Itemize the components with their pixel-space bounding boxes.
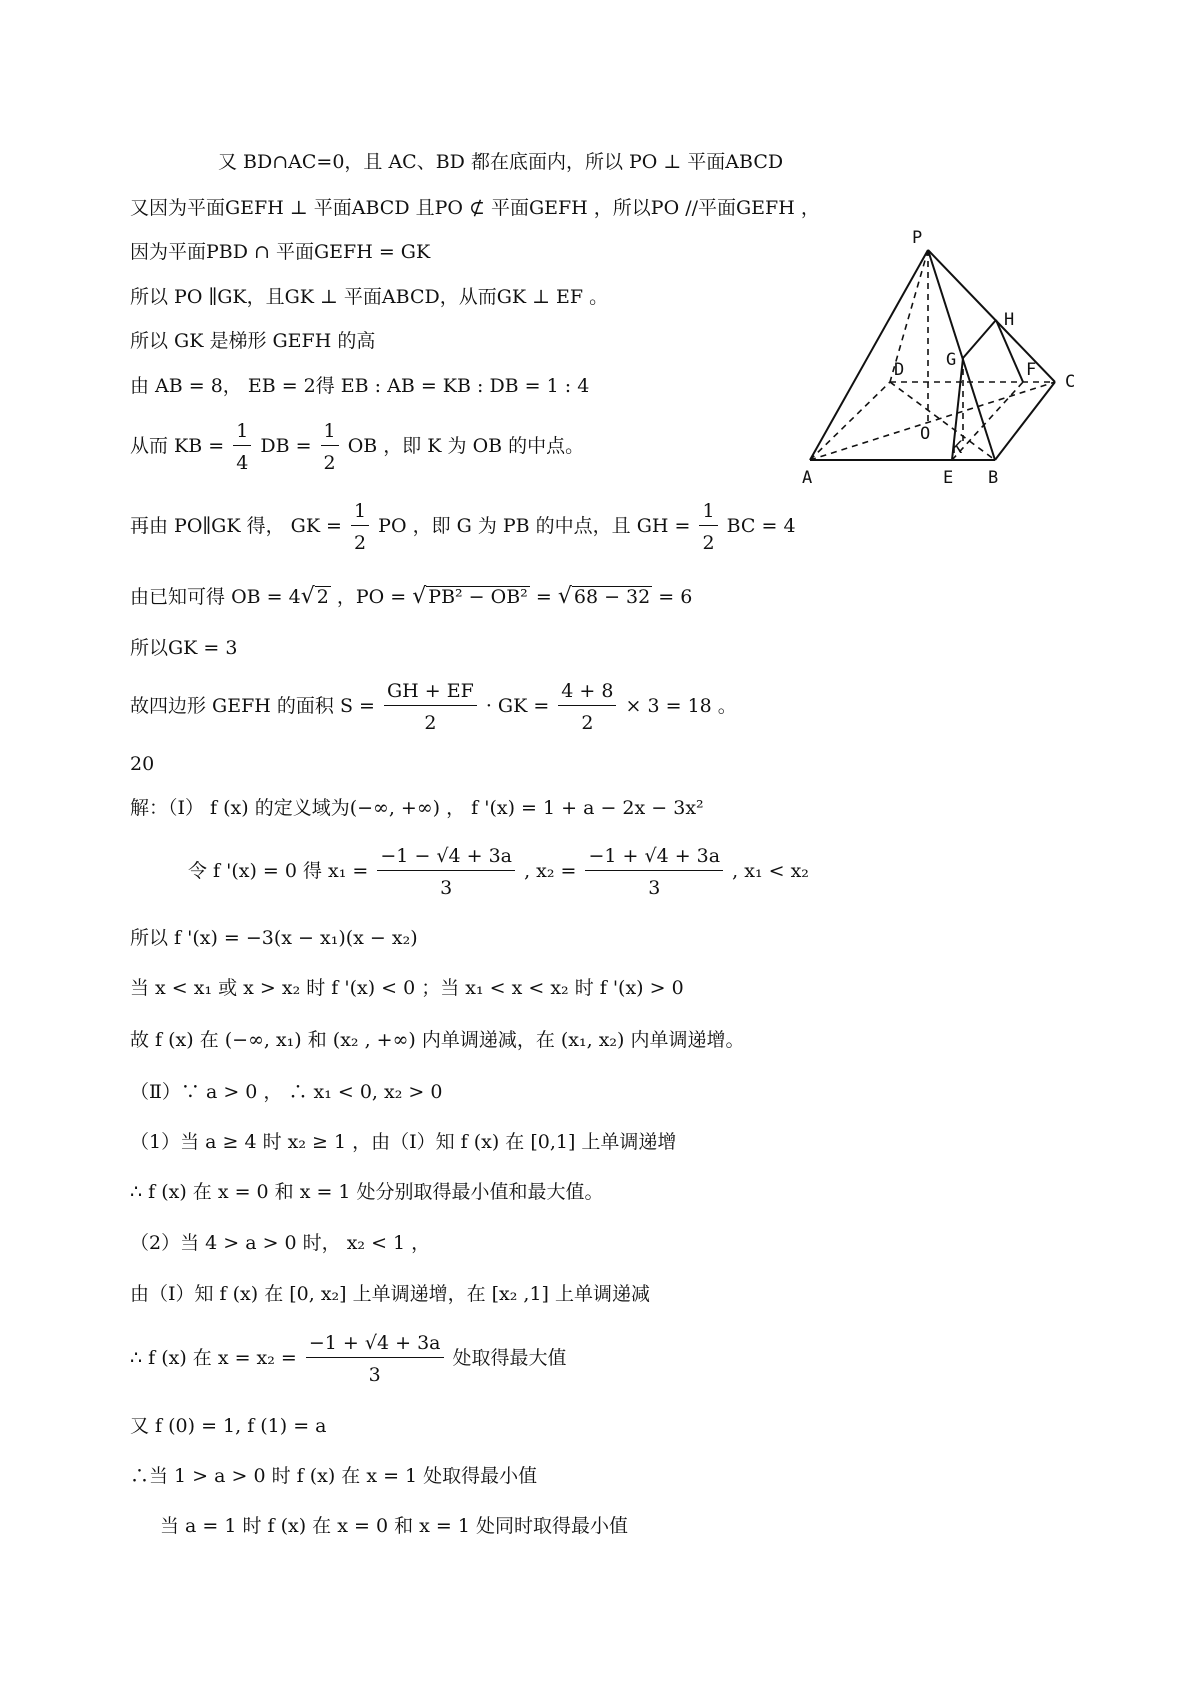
- fraction-half: [699, 500, 717, 554]
- line-11-s: S =: [339, 695, 375, 717]
- line-26: 当 a = 1 时 f (x) 在 x = 0 和 x = 1 处同时取得最小值: [160, 1515, 628, 1537]
- line-11-prefix: 故四边形 GEFH 的面积: [130, 695, 334, 717]
- fraction-num: 1: [321, 420, 339, 446]
- fraction-half: [321, 420, 339, 474]
- label-F: F: [1026, 360, 1037, 380]
- fraction-x2-value: [306, 1332, 444, 1386]
- line-7-mid: DB =: [260, 435, 312, 457]
- line-14: [188, 845, 809, 899]
- edge-BC: [995, 382, 1055, 460]
- edge-PB: [928, 250, 995, 460]
- line-8-suffix: BC = 4: [726, 515, 796, 537]
- segment-GH: [963, 320, 996, 358]
- fraction-num: −1 + √4 + 3a: [306, 1332, 444, 1358]
- line-13: 解：（Ⅰ） f (x) 的定义域为(−∞, +∞) ， f '(x) = 1 + a − 2x − 3x²: [130, 797, 704, 819]
- line-5: 所以 GK 是梯形 GEFH 的高: [130, 330, 376, 352]
- label-B: B: [988, 468, 999, 488]
- line-9-po: ，PO =: [336, 586, 407, 608]
- fraction-den: 2: [702, 532, 715, 554]
- line-15: 所以 f '(x) = −3(x − x₁)(x − x₂): [130, 927, 418, 949]
- line-23-suffix: 处取得最大值: [452, 1347, 567, 1369]
- line-25: ∴当 1 > a > 0 时 f (x) 在 x = 1 处取得最小值: [130, 1465, 538, 1487]
- line-8-mid: PO ，即 G 为 PB 的中点，且: [378, 515, 631, 537]
- problem-number: 20: [130, 753, 155, 775]
- label-P: P: [912, 228, 923, 248]
- radical-sign: √: [557, 584, 572, 609]
- line-8-prefix: 再由 PO∥GK 得，: [130, 515, 285, 537]
- radical-sign: √: [300, 584, 315, 609]
- line-3: 因为平面PBD ∩ 平面GEFH = GK: [130, 241, 431, 263]
- line-7-prefix: 从而 KB =: [130, 435, 225, 457]
- line-9: [130, 585, 692, 609]
- line-11-suffix: × 3 = 18 。: [625, 695, 737, 717]
- label-K: K: [952, 438, 963, 458]
- line-6: 由 AB = 8， EB = 2得 EB : AB = KB : DB = 1 : 4: [130, 375, 590, 397]
- line-10: 所以GK = 3: [130, 637, 238, 659]
- edge-PA: [810, 250, 931, 460]
- line-22: 由（Ⅰ）知 f (x) 在 [0, x₂] 上单调递增，在 [x₂ ,1] 上单调递减: [130, 1283, 651, 1305]
- fraction-half: [351, 500, 369, 554]
- line-20: ∴ f (x) 在 x = 0 和 x = 1 处分别取得最小值和最大值。: [130, 1181, 604, 1203]
- fraction-num: 1: [699, 500, 717, 526]
- label-H: H: [1004, 310, 1015, 330]
- radicand: 2: [316, 586, 329, 608]
- line-14-mid: , x₂ =: [524, 860, 577, 882]
- fraction-num: 4 + 8: [558, 680, 616, 706]
- fraction-den: 3: [440, 877, 453, 899]
- label-E: E: [943, 468, 954, 488]
- line-11: [130, 680, 737, 734]
- radicand: PB² − OB²: [428, 586, 528, 608]
- fraction-den: 4: [236, 452, 249, 474]
- fraction-den: 2: [323, 452, 336, 474]
- line-14-prefix: 令 f '(x) = 0 得 x₁ =: [188, 860, 369, 882]
- line-23-prefix: ∴ f (x) 在 x = x₂ =: [130, 1347, 297, 1369]
- fraction-x2: [585, 845, 723, 899]
- line-14-suffix: , x₁ < x₂: [732, 860, 809, 882]
- line-8-gk: GK =: [290, 515, 342, 537]
- diagonal-DB-hidden: [890, 382, 995, 460]
- line-23: [130, 1332, 567, 1386]
- label-G: G: [946, 350, 957, 370]
- line-9-eq: =: [535, 586, 552, 608]
- line-17: 故 f (x) 在 (−∞, x₁) 和 (x₂ , +∞) 内单调递减，在 (x₁, x₂) 内单调递增。: [130, 1029, 745, 1051]
- line-8-gh: GH =: [636, 515, 691, 537]
- fraction-num: −1 − √4 + 3a: [377, 845, 515, 871]
- line-7: [130, 420, 584, 474]
- line-8: [130, 500, 796, 554]
- line-21: （2）当 4 > a > 0 时， x₂ < 1 ，: [130, 1232, 431, 1254]
- label-C: C: [1065, 372, 1076, 392]
- fraction-num: GH + EF: [384, 680, 477, 706]
- line-2: 又因为平面GEFH ⊥ 平面ABCD 且PO ⊄ 平面GEFH ，所以PO //平面GEFH ，: [130, 197, 820, 219]
- line-9-ob: OB = 4: [231, 586, 301, 608]
- line-16: 当 x < x₁ 或 x > x₂ 时 f '(x) < 0 ；当 x₁ < x < x₂ 时 f '(x) > 0: [130, 977, 684, 999]
- line-7-suffix: OB ，即 K 为 OB 的中点。: [347, 435, 585, 457]
- radicand: 68 − 32: [573, 586, 651, 608]
- fraction-num: −1 + √4 + 3a: [585, 845, 723, 871]
- line-19: （1）当 a ≥ 4 时 x₂ ≥ 1 ，由（Ⅰ）知 f (x) 在 [0,1] 上单调递增: [130, 1131, 677, 1153]
- fraction-den: 3: [368, 1364, 381, 1386]
- label-A: A: [802, 468, 813, 488]
- line-11-mid: · GK =: [485, 695, 550, 717]
- line-4: 所以 PO ∥GK，且GK ⊥ 平面ABCD，从而GK ⊥ EF 。: [130, 286, 609, 308]
- fraction-x1: [377, 845, 515, 899]
- line-24: 又 f (0) = 1, f (1) = a: [130, 1415, 327, 1437]
- line-9-suffix: = 6: [658, 586, 693, 608]
- fraction-den: 3: [648, 877, 661, 899]
- label-O: O: [920, 424, 931, 444]
- fraction-num: 1: [351, 500, 369, 526]
- fraction-num: 1: [233, 420, 251, 446]
- fraction-area: [384, 680, 477, 734]
- fraction-den: 2: [354, 532, 367, 554]
- line-9-prefix: 由已知可得: [130, 586, 226, 608]
- fraction-den: 2: [424, 712, 437, 734]
- label-D: D: [894, 360, 905, 380]
- radical-sign: √: [412, 584, 427, 609]
- fraction-quarter: [233, 420, 251, 474]
- fraction-area-value: [558, 680, 616, 734]
- line-1: 又 BD∩AC=0，且 AC、BD 都在底面内，所以 PO ⊥ 平面ABCD: [218, 151, 784, 173]
- line-18: （Ⅱ）∵ a > 0 ， ∴ x₁ < 0, x₂ > 0: [130, 1081, 443, 1103]
- pyramid-figure: [800, 225, 1100, 505]
- fraction-den: 2: [581, 712, 594, 734]
- edge-AD-hidden: [810, 382, 890, 460]
